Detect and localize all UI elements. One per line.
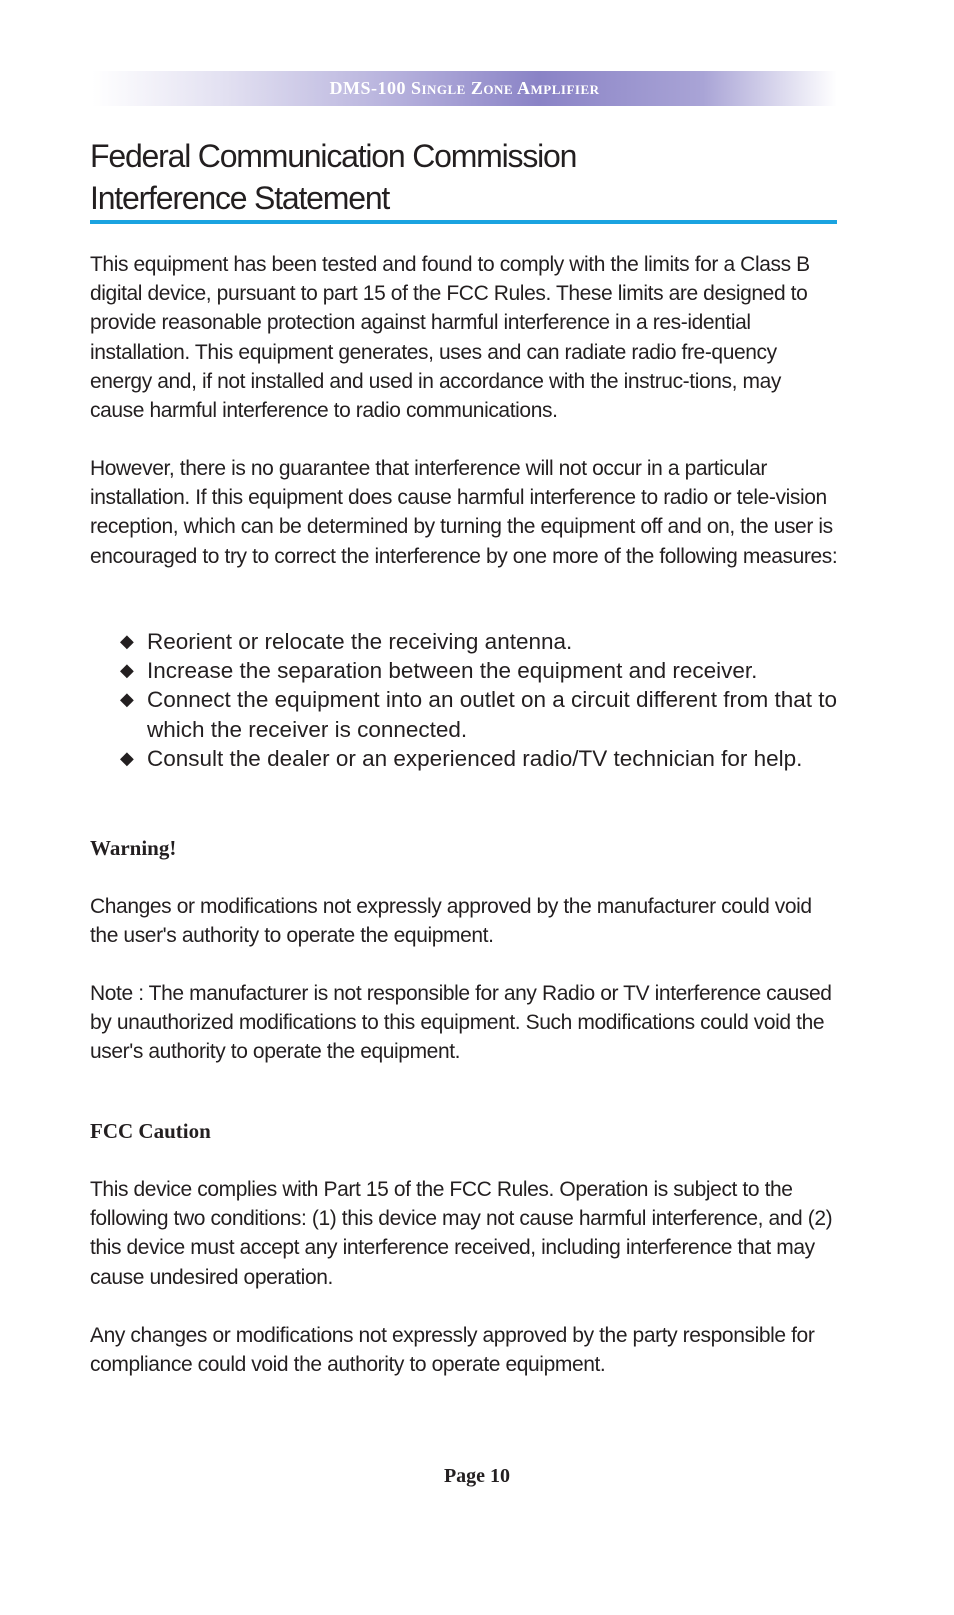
fcc-conditions-paragraph: This device complies with Part 15 of the FCC Rules. Operation is subject to the following two conditions: (1) this device may not cause harmful interference, and (2) this device must accept any interference received, including interference that may cause undesired operation. bbox=[90, 1178, 833, 1289]
page-number: Page 10 bbox=[443, 1465, 511, 1487]
fcc-changes-paragraph: Any changes or modifications not expressly approved by the party responsible for compliance could void the authority to operate equipment. bbox=[90, 1324, 815, 1377]
diamond-bullet-icon: ◆ bbox=[120, 689, 134, 710]
page-title-line-2: Interference Statement bbox=[90, 180, 390, 216]
warning-heading: Warning! bbox=[90, 836, 177, 860]
compliance-paragraph: This equipment has been tested and found to comply with the limits for a Class B digital device, pursuant to part 15 of the FCC Rules. These limits are designed to provide reasonable protection against harmful interference in a res-idential installation. This equipment generates, uses and can radiate radio fre-quency energy and, if not installed and used in accordance with the instruc-tions, may cause harmful interference to radio communications. bbox=[90, 253, 810, 423]
warning-paragraph: Changes or modifications not expressly approved by the manufacturer could void the user's authority to operate the equipment. bbox=[90, 895, 812, 948]
title-underline-rule bbox=[90, 220, 837, 224]
list-item bbox=[120, 744, 840, 773]
fcc-caution-heading: FCC Caution bbox=[90, 1119, 211, 1143]
list-item-text: Reorient or relocate the receiving antenna. bbox=[147, 629, 573, 654]
list-item bbox=[120, 627, 840, 656]
list-item-text: Consult the dealer or an experienced radio/TV technician for help. bbox=[147, 745, 803, 771]
diamond-bullet-icon: ◆ bbox=[120, 631, 134, 651]
measures-list bbox=[120, 627, 840, 773]
document-header-band bbox=[92, 71, 837, 106]
no-guarantee-paragraph: However, there is no guarantee that interference will not occur in a particular installation. If this equipment does cause harmful interference to radio or tele-vision reception, which can be determined by turning the equipment off and on, the user is encouraged to try to correct the interference by one more of the following measures: bbox=[90, 457, 838, 568]
list-item bbox=[120, 656, 840, 685]
list-item-text: Increase the separation between the equipment and receiver. bbox=[147, 658, 758, 684]
page-title bbox=[90, 135, 838, 219]
list-item-text: Connect the equipment into an outlet on a circuit different from that to which the receiver is connected. bbox=[147, 687, 837, 742]
diamond-bullet-icon: ◆ bbox=[120, 747, 134, 768]
document-header-title: DMS-100 Single Zone Amplifier bbox=[329, 78, 600, 98]
diamond-bullet-icon: ◆ bbox=[120, 660, 134, 681]
page-title-line-1: Federal Communication Commission bbox=[90, 138, 577, 174]
manufacturer-note-paragraph: Note : The manufacturer is not responsible for any Radio or TV interference caused by unauthorized modifications to this equipment. Such modifications could void the user's authority to operate the equipment. bbox=[90, 982, 832, 1064]
list-item bbox=[120, 685, 840, 743]
